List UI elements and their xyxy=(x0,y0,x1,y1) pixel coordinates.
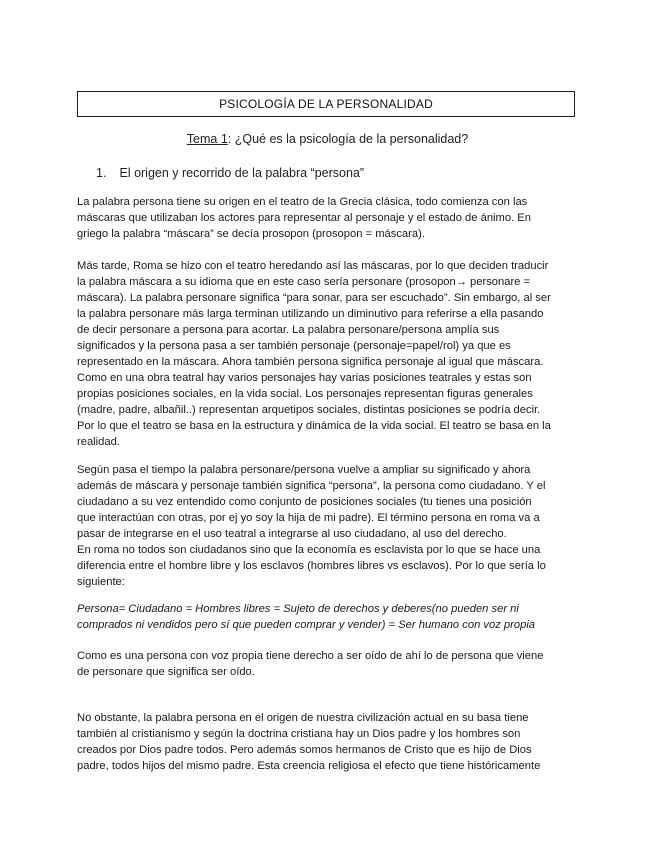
paragraph-line: realidad. xyxy=(77,436,120,448)
paragraph-line: Como en una obra teatral hay varios personajes hay varias posiciones teatrales y estas son xyxy=(77,372,532,384)
paragraph-line: comprados ni vendidos pero sí que pueden comprar y vender) = Ser humano con voz propia xyxy=(77,619,536,631)
paragraph-line: Por lo que el teatro se basa en la estructura y dinámica de la vida social. El teatro se basa en la xyxy=(77,420,551,432)
paragraph-line: la palabra máscara a su idioma que en este caso sería personare (prosopon→ personare = xyxy=(77,276,531,288)
paragraph-1 xyxy=(77,194,577,242)
document-title-box xyxy=(77,91,575,117)
topic-label: Tema 1 xyxy=(186,132,228,146)
paragraph-line: máscaras que utilizaban los actores para representar al personaje y el estado de ánimo. En xyxy=(77,212,531,224)
paragraph-2 xyxy=(77,258,577,450)
definition-formula xyxy=(77,601,577,633)
paragraph-line: En roma no todos son ciudadanos sino que la economía es esclavista por lo que se hace una xyxy=(77,544,541,556)
paragraph-line: de decir personare a persona para acortar. La palabra personare/persona amplía sus xyxy=(77,324,500,336)
paragraph-line: Más tarde, Roma se hizo con el teatro heredando así las máscaras, por lo que deciden traducir xyxy=(77,260,549,272)
paragraph-line: representado en la máscara. Ahora también persona significa personaje al igual que máscara. xyxy=(77,356,544,368)
section-title: El origen y recorrido de la palabra “persona” xyxy=(119,166,365,180)
paragraph-line: No obstante, la palabra persona en el origen de nuestra civilización actual en su basa tiene xyxy=(77,712,529,724)
paragraph-line: máscara). La palabra personare significa “para sonar, para ser escuchado”. Sin embargo, al ser xyxy=(77,292,551,304)
paragraph-line: también al cristianismo y según la doctrina cristiana hay un Dios padre y los hombres son xyxy=(77,728,521,740)
paragraph-line: La palabra persona tiene su origen en el teatro de la Grecia clásica, todo comienza con las xyxy=(77,196,528,208)
section-number: 1. xyxy=(96,166,107,180)
paragraph-line: Persona= Ciudadano = Hombres libres = Sujeto de derechos y deberes(no pueden ser ni xyxy=(77,603,519,615)
paragraph-line: siguiente: xyxy=(77,576,125,588)
paragraph-line: la palabra personare más larga terminan utilizando un diminutivo para referirse a ella pasando xyxy=(77,308,544,320)
section-heading xyxy=(96,166,364,180)
paragraph-line: Como es una persona con voz propia tiene derecho a ser oído de ahí lo de persona que viene xyxy=(77,650,544,662)
paragraph-line: ciudadano a su vez entendido como conjunto de posiciones sociales (tu tienes una posición xyxy=(77,496,532,508)
paragraph-3 xyxy=(77,462,577,590)
topic-subtitle xyxy=(0,132,655,146)
paragraph-line: creados por Dios padre todos. Pero además somos hermanos de Cristo que es hijo de Dios xyxy=(77,744,532,756)
topic-question: : ¿Qué es la psicología de la personalidad? xyxy=(227,132,469,146)
paragraph-line: (madre, padre, albañil..) representan arquetipos sociales, distintas posiciones se podría decir. xyxy=(77,404,541,416)
paragraph-line: que interactúan con otras, por ej yo soy la hija de mi padre). El término persona en roma va a xyxy=(77,512,540,524)
document-title: PSICOLOGÍA DE LA PERSONALIDAD xyxy=(219,97,433,111)
paragraph-6 xyxy=(77,710,577,774)
paragraph-line: pasar de integrarse en el uso teatral a integrarse al uso ciudadano, al uso del derecho. xyxy=(77,528,507,540)
paragraph-line: significados y la persona pasa a ser también personaje (personaje=papel/rol) ya que es xyxy=(77,340,511,352)
paragraph-line: griego la palabra “máscara” se decía prosopon (prosopon = máscara). xyxy=(77,228,425,240)
paragraph-line: diferencia entre el hombre libre y los esclavos (hombres libres vs esclavos). Por lo que sería lo xyxy=(77,560,546,572)
paragraph-line: Según pasa el tiempo la palabra personare/persona vuelve a ampliar su significado y ahora xyxy=(77,464,531,476)
paragraph-line: propias posiciones sociales, en la vida social. Los personajes representan figuras generales xyxy=(77,388,533,400)
paragraph-line: padre, todos hijos del mismo padre. Esta creencia religiosa el efecto que tiene históricamente xyxy=(77,760,541,772)
paragraph-5 xyxy=(77,648,577,680)
paragraph-line: de personare que significa ser oído. xyxy=(77,666,255,678)
paragraph-line: además de máscara y personaje también significa “persona”, la persona como ciudadano. Y el xyxy=(77,480,546,492)
